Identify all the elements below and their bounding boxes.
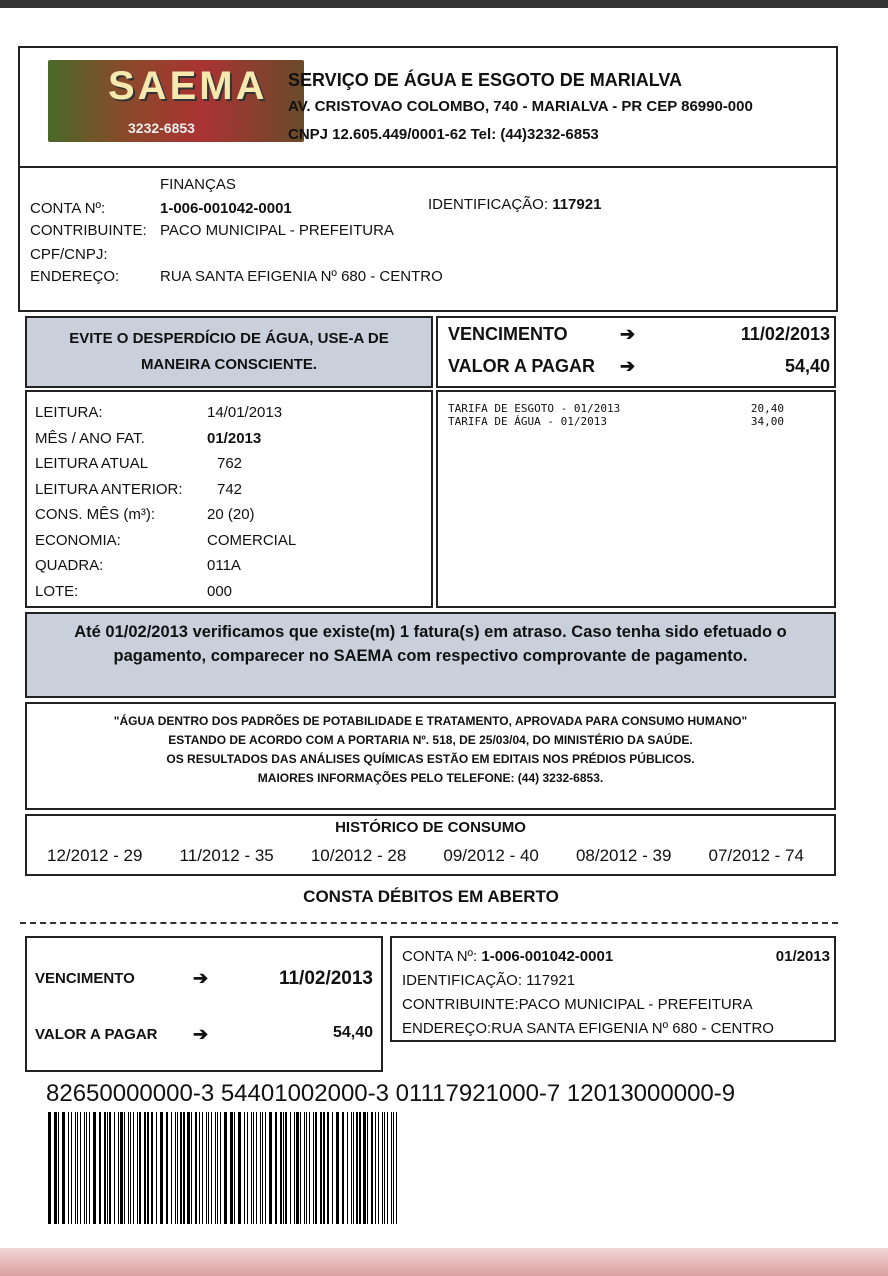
barcode-bar <box>253 1112 254 1224</box>
reading-value: 14/01/2013 <box>207 404 283 421</box>
barcode-bar <box>247 1112 248 1224</box>
barcode-bar <box>382 1112 383 1224</box>
barcode-bar <box>220 1112 221 1224</box>
barcode-bar <box>160 1112 163 1224</box>
barcode-bar <box>283 1112 284 1224</box>
barcode-bar <box>309 1112 310 1224</box>
barcode-bar <box>375 1112 376 1224</box>
barcode-bar <box>151 1112 153 1224</box>
barcode-bar <box>356 1112 358 1224</box>
reading-label: CONS. MÊS (m³): <box>35 506 155 523</box>
tariff-value: 20,40 <box>750 402 784 415</box>
barcode-bar <box>84 1112 85 1224</box>
barcode-bar <box>114 1112 115 1224</box>
barcode-bar <box>384 1112 385 1224</box>
barcode-bar <box>323 1112 325 1224</box>
quality-line: MAIORES INFORMAÇÕES PELO TELEFONE: (44) 3232-6853. <box>257 771 604 785</box>
reading-value: 762 <box>217 455 243 472</box>
barcode-bar <box>265 1112 266 1224</box>
barcode-bar <box>378 1112 379 1224</box>
reading-value: 01/2013 <box>207 429 262 447</box>
overdue-notice <box>25 612 836 698</box>
org-cnpj-tel: CNPJ 12.605.449/0001-62 Tel: (44)3232-6853 <box>288 126 599 143</box>
barcode-bar <box>77 1112 78 1224</box>
barcode-bar <box>171 1112 172 1224</box>
barcode-bar <box>54 1112 57 1224</box>
barcode-bar <box>144 1112 146 1224</box>
barcode-bar <box>137 1112 138 1224</box>
barcode-bar <box>199 1112 200 1224</box>
barcode-bar <box>327 1112 329 1224</box>
barcode-bar <box>371 1112 373 1224</box>
history-item: 10/2012 - 28 <box>310 846 407 865</box>
account-info-box <box>18 166 838 312</box>
barcode-bar <box>147 1112 149 1224</box>
arrow-icon: ➔ <box>620 356 636 376</box>
barcode-bar <box>68 1112 69 1224</box>
amount-label: VALOR A PAGAR <box>448 356 595 376</box>
stub-ident: IDENTIFICAÇÃO: 117921 <box>402 972 576 989</box>
history-item: 08/2012 - 39 <box>575 846 672 865</box>
barcode-bar <box>336 1112 339 1224</box>
reading-value: 011A <box>207 557 241 574</box>
barcode-bar <box>75 1112 76 1224</box>
identification <box>428 196 601 213</box>
scan-bottom-edge <box>0 1248 888 1276</box>
barcode-bar <box>183 1112 185 1224</box>
due-label: VENCIMENTO <box>35 970 135 987</box>
due-date: 11/02/2013 <box>740 324 830 344</box>
barcode-digits: 82650000000-3 54401002000-3 01117921000-7 12013000000-9 <box>46 1080 736 1107</box>
barcode-bar <box>62 1112 65 1224</box>
barcode-bar <box>387 1112 388 1224</box>
barcode-bar <box>206 1112 207 1224</box>
history-item: 12/2012 - 29 <box>47 846 143 865</box>
reading-label: LOTE: <box>35 582 79 600</box>
barcode-bar <box>351 1112 352 1224</box>
due-label: VENCIMENTO <box>448 324 568 344</box>
barcode-bar <box>86 1112 87 1224</box>
arrow-icon: ➔ <box>193 1024 209 1044</box>
barcode-bar <box>396 1112 397 1224</box>
barcode-bar <box>391 1112 392 1224</box>
reading-label: QUADRA: <box>35 557 104 574</box>
barcode-bar <box>99 1112 101 1224</box>
ident-label: IDENTIFICAÇÃO: <box>428 196 549 213</box>
barcode-bar <box>104 1112 106 1224</box>
logo-text: SAEMA <box>108 64 268 108</box>
barcode-bar <box>280 1112 282 1224</box>
department: FINANÇAS <box>160 176 236 193</box>
cpf-label: CPF/CNPJ: <box>30 246 108 263</box>
reading-value: COMERCIAL <box>207 531 297 549</box>
ident-value: 117921 <box>552 196 602 213</box>
contrib-value: PACO MUNICIPAL - PREFEITURA <box>160 222 394 239</box>
stub-address: ENDEREÇO:RUA SANTA EFIGENIA Nº 680 - CENTRO <box>402 1020 774 1037</box>
stub-contrib: CONTRIBUINTE:PACO MUNICIPAL - PREFEITURA <box>402 996 753 1013</box>
reading-label: ECONOMIA: <box>35 531 121 549</box>
barcode-bar <box>251 1112 252 1224</box>
barcode-bar <box>187 1112 190 1224</box>
barcode-bar <box>109 1112 111 1224</box>
barcode-bar <box>177 1112 178 1224</box>
reading-label: MÊS / ANO FAT. <box>35 429 145 447</box>
contrib-label: CONTRIBUINTE: <box>30 222 147 239</box>
barcode-bar <box>230 1112 233 1224</box>
quality-line: "ÁGUA DENTRO DOS PADRÕES DE POTABILIDADE E TRATAMENTO, APROVADA PARA CONSUMO HUMANO" <box>113 714 748 728</box>
barcode-bar <box>262 1112 263 1224</box>
barcode-bar <box>120 1112 123 1224</box>
conta-number: 1-006-001042-0001 <box>160 200 292 217</box>
barcode-bar <box>128 1112 129 1224</box>
barcode-bar <box>342 1112 344 1224</box>
conta-label: CONTA Nº: <box>30 200 106 217</box>
barcode-bar <box>269 1112 272 1224</box>
barcode-bar <box>166 1112 168 1224</box>
org-name: SERVIÇO DE ÁGUA E ESGOTO DE MARIALVA <box>288 70 683 90</box>
barcode-bar <box>238 1112 241 1224</box>
amount-label: VALOR A PAGAR <box>35 1026 158 1043</box>
arrow-icon: ➔ <box>620 324 636 344</box>
reading-value: 742 <box>217 480 243 498</box>
header-box <box>18 46 838 168</box>
reading-label: LEITURA: <box>35 404 103 421</box>
barcode-bar <box>275 1112 277 1224</box>
barcode-bar <box>208 1112 209 1224</box>
amount-value: 54,40 <box>784 356 830 376</box>
barcode-bar <box>256 1112 257 1224</box>
barcode-bar <box>139 1112 141 1224</box>
barcode-bar <box>296 1112 299 1224</box>
barcode-bar <box>320 1112 322 1224</box>
barcode-bar <box>224 1112 227 1224</box>
barcode-bar <box>294 1112 295 1224</box>
quality-line: OS RESULTADOS DAS ANÁLISES QUÍMICAS ESTÃO EM EDITAIS NOS PRÉDIOS PÚBLICOS. <box>166 752 695 766</box>
barcode-bar <box>304 1112 305 1224</box>
barcode-bar <box>180 1112 182 1224</box>
conta-number: 1-006-001042-0001 <box>481 948 614 965</box>
open-debts-notice: CONSTA DÉBITOS EM ABERTO <box>303 887 559 906</box>
org-address: AV. CRISTOVAO COLOMBO, 740 - MARIALVA - PR CEP 86990-000 <box>288 98 753 115</box>
stub-payment-box <box>25 936 383 1072</box>
amount-value: 54,40 <box>332 1024 373 1041</box>
logo-phone: 3232-6853 <box>128 120 195 136</box>
scan-top-edge <box>0 0 888 8</box>
barcode-bar <box>306 1112 307 1224</box>
reading-box <box>25 390 433 608</box>
overdue-text: Até 01/02/2013 verificamos que existe(m) 1 fatura(s) em atraso. Caso tenha sido efetuado o pagamento, comparecer no SAEMA com respectivo comprovante de pagamento. <box>74 623 787 665</box>
barcode-bar <box>217 1112 218 1224</box>
water-quality-box <box>25 702 836 810</box>
history-list <box>47 846 804 866</box>
barcode-bar <box>133 1112 134 1224</box>
barcode-bar <box>234 1112 235 1224</box>
saema-logo <box>48 60 304 142</box>
conservation-notice <box>25 316 433 388</box>
history-item: 09/2012 - 40 <box>443 846 539 865</box>
notice-text: EVITE O DESPERDÍCIO DE ÁGUA, USE-A DE MANEIRA CONSCIENTE. <box>69 330 389 373</box>
arrow-icon: ➔ <box>193 968 209 988</box>
barcode-bar <box>353 1112 354 1224</box>
barcode-bar <box>89 1112 90 1224</box>
barcode-bar <box>175 1112 176 1224</box>
address-label: ENDEREÇO: <box>30 268 120 285</box>
barcode-bar <box>315 1112 317 1224</box>
barcode-bar <box>290 1112 291 1224</box>
barcode-bar <box>393 1112 394 1224</box>
barcode-bar <box>211 1112 212 1224</box>
consumption-history <box>25 814 836 876</box>
barcode-bar <box>107 1112 108 1224</box>
tariffs-box <box>436 390 836 608</box>
tariff-desc: TARIFA DE ÁGUA - 01/2013 <box>448 415 607 428</box>
barcode-bar <box>285 1112 287 1224</box>
conta-label: CONTA Nº: <box>402 948 478 965</box>
barcode-bar <box>130 1112 131 1224</box>
barcode-bar <box>124 1112 125 1224</box>
barcode-bar <box>244 1112 245 1224</box>
address-value: RUA SANTA EFIGENIA Nº 680 - CENTRO <box>160 268 443 285</box>
barcode-bar <box>300 1112 301 1224</box>
cut-line <box>20 922 838 924</box>
quality-line: ESTANDO DE ACORDO COM A PORTARIA Nº. 518, DE 25/03/04, DO MINISTÉRIO DA SAÚDE. <box>168 733 693 747</box>
barcode-bar <box>48 1112 51 1224</box>
reading-value: 000 <box>207 582 233 600</box>
reading-label: LEITURA ATUAL <box>35 455 149 472</box>
stub-account-box <box>390 936 836 1042</box>
barcode-bar <box>93 1112 96 1224</box>
barcode-bar <box>118 1112 119 1224</box>
barcode <box>48 1112 582 1224</box>
reference-month: 01/2013 <box>775 948 830 965</box>
barcode-bar <box>215 1112 216 1224</box>
barcode-bar <box>260 1112 261 1224</box>
payment-summary <box>436 316 836 388</box>
barcode-bar <box>313 1112 314 1224</box>
barcode-bar <box>195 1112 197 1224</box>
barcode-bar <box>156 1112 157 1224</box>
barcode-bar <box>58 1112 59 1224</box>
stub-conta <box>402 948 613 965</box>
history-item: 11/2012 - 35 <box>179 846 274 865</box>
reading-label: LEITURA ANTERIOR: <box>35 480 183 498</box>
barcode-bar <box>71 1112 72 1224</box>
tariff-desc: TARIFA DE ESGOTO - 01/2013 <box>448 402 621 415</box>
barcode-bar <box>359 1112 361 1224</box>
tariff-value: 34,00 <box>750 415 784 428</box>
due-date: 11/02/2013 <box>278 968 373 989</box>
barcode-bar <box>347 1112 348 1224</box>
barcode-bar <box>367 1112 368 1224</box>
barcode-bar <box>363 1112 366 1224</box>
reading-value: 20 (20) <box>207 506 255 523</box>
barcode-bar <box>191 1112 192 1224</box>
barcode-bar <box>80 1112 81 1224</box>
history-item: 07/2012 - 74 <box>708 846 804 865</box>
history-title: HISTÓRICO DE CONSUMO <box>335 819 526 836</box>
barcode-bar <box>202 1112 203 1224</box>
barcode-bar <box>332 1112 333 1224</box>
